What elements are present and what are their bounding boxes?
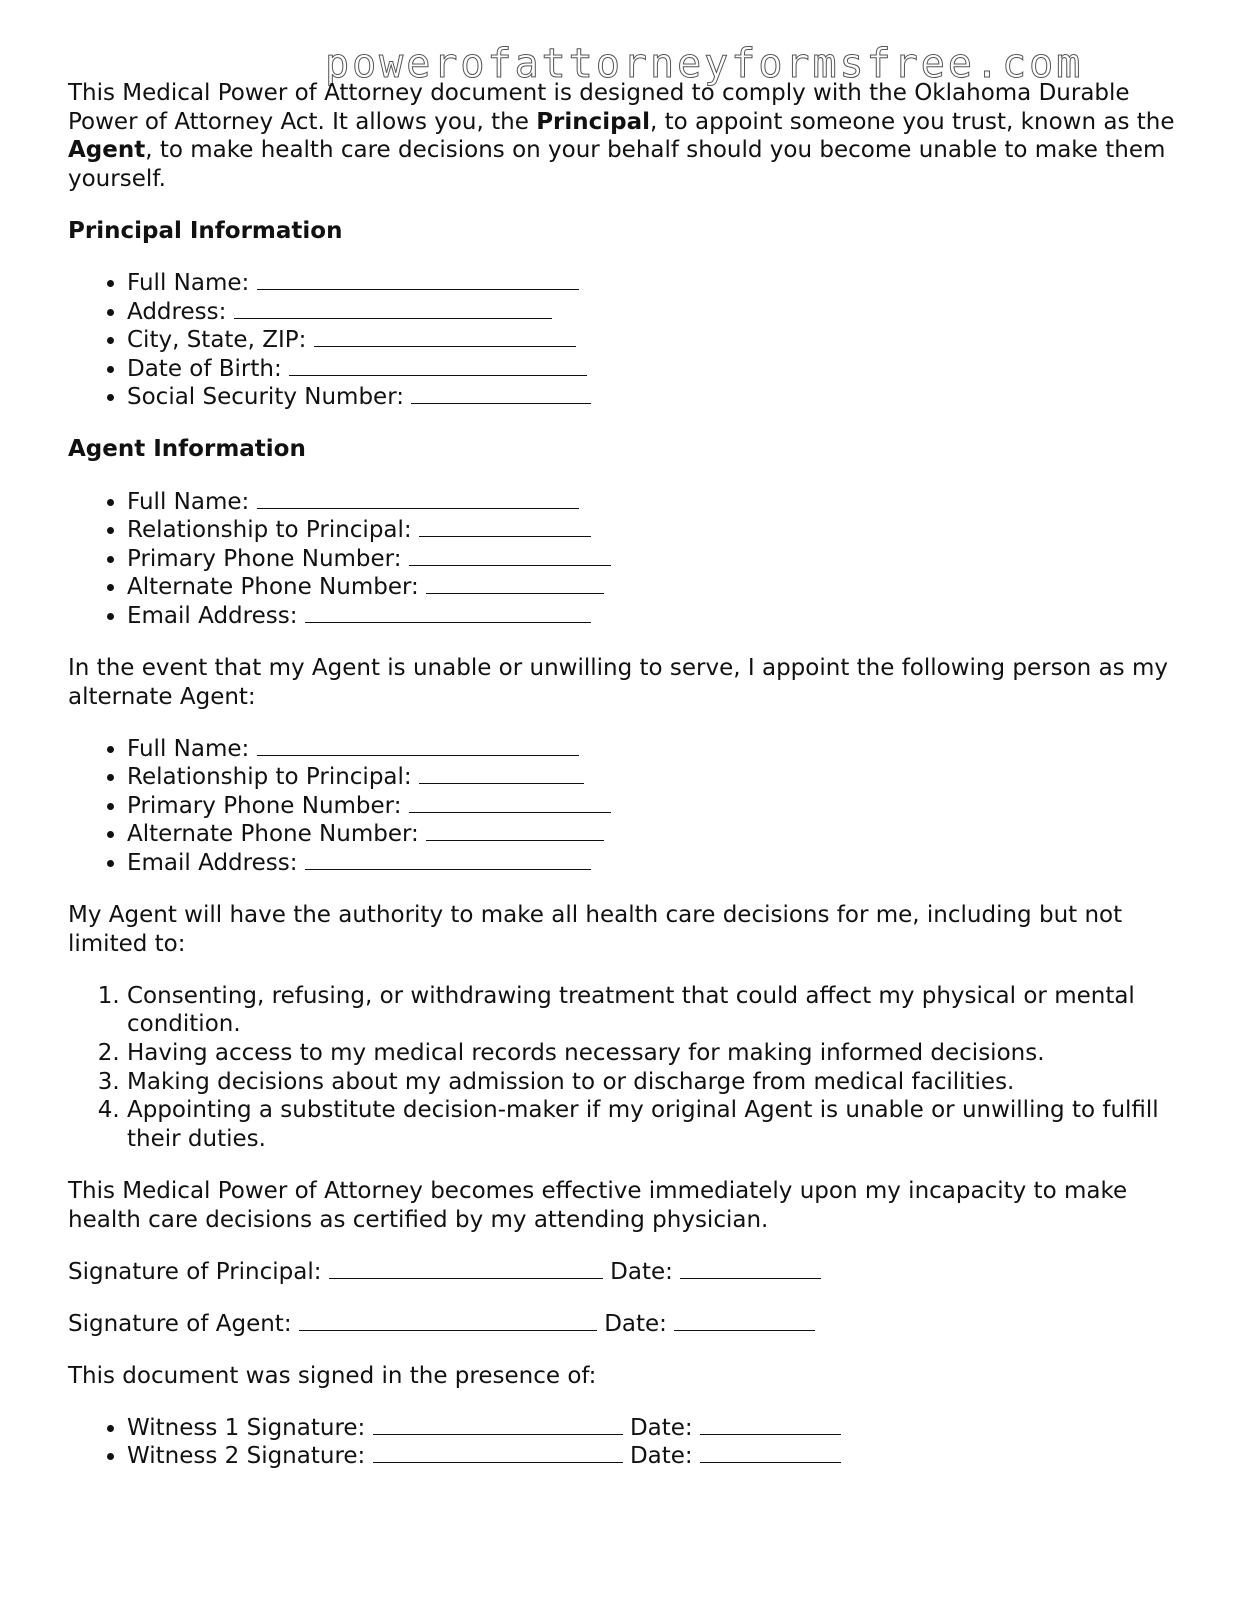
alternate-agent-fields [68, 735, 1178, 878]
agent-full-name-field: • Full Name: [127, 488, 1178, 517]
blank-line[interactable] [419, 763, 584, 784]
principal-heading: Principal Information [68, 217, 343, 244]
agent-email-field: • Email Address: [127, 602, 1178, 631]
alternate-agent-intro: In the event that my Agent is unable or unwilling to serve, I appoint the following person as my alternate Agent: [68, 655, 1168, 710]
blank-line[interactable] [314, 326, 576, 347]
alternate-relationship-field: • Relationship to Principal: [127, 763, 1178, 792]
date-blank[interactable] [674, 1310, 815, 1331]
witness-2-line: • Witness 2 Signature: Date: [127, 1442, 1178, 1471]
blank-line[interactable] [257, 488, 579, 509]
authority-item: 4. Appointing a substitute decision-maker if my original Agent is unable or unwilling to fulfill their duties. [127, 1096, 1178, 1153]
blank-line[interactable] [305, 849, 591, 870]
principal-dob-field: • Date of Birth: [127, 355, 1178, 384]
blank-line[interactable] [409, 792, 611, 813]
blank-line[interactable] [257, 269, 579, 290]
signature-blank[interactable] [329, 1258, 603, 1279]
witness-list [68, 1414, 1178, 1471]
intro-text-3: , to make health care decisions on your behalf should you become unable to make them yourself. [68, 137, 1166, 192]
date-blank[interactable] [700, 1414, 841, 1435]
agent-relationship-field: • Relationship to Principal: [127, 516, 1178, 545]
principal-signature-line: Signature of Principal: Date: [68, 1258, 1178, 1287]
document-body [68, 79, 1178, 1495]
date-blank[interactable] [680, 1258, 821, 1279]
alternate-primary-phone-field: • Primary Phone Number: [127, 792, 1178, 821]
principal-address-field: • Address: [127, 298, 1178, 327]
signature-blank[interactable] [373, 1414, 623, 1435]
agent-fields [68, 488, 1178, 631]
agent-term: Agent [68, 137, 146, 164]
agent-alternate-phone-field: • Alternate Phone Number: [127, 573, 1178, 602]
alternate-email-field: • Email Address: [127, 849, 1178, 878]
witness-1-line: • Witness 1 Signature: Date: [127, 1414, 1178, 1443]
blank-line[interactable] [411, 383, 591, 404]
principal-fields [68, 269, 1178, 412]
principal-city-field: • City, State, ZIP: [127, 326, 1178, 355]
authority-list [68, 982, 1178, 1154]
authority-item: 2. Having access to my medical records necessary for making informed decisions. [127, 1039, 1178, 1068]
signature-blank[interactable] [299, 1310, 597, 1331]
intro-paragraph [68, 79, 1178, 193]
date-blank[interactable] [700, 1442, 841, 1463]
blank-line[interactable] [419, 516, 591, 537]
blank-line[interactable] [426, 573, 604, 594]
blank-line[interactable] [234, 298, 552, 319]
agent-heading: Agent Information [68, 436, 306, 463]
principal-ssn-field: • Social Security Number: [127, 383, 1178, 412]
authority-item: 3. Making decisions about my admission to or discharge from medical facilities. [127, 1068, 1178, 1097]
effective-clause: This Medical Power of Attorney becomes effective immediately upon my incapacity to make health care decisions as certified by my attending physician. [68, 1177, 1128, 1233]
principal-full-name-field: • Full Name: [127, 269, 1178, 298]
blank-line[interactable] [409, 545, 611, 566]
intro-text-2: , to appoint someone you trust, known as the [650, 108, 1175, 135]
signature-blank[interactable] [373, 1442, 623, 1463]
agent-signature-line: Signature of Agent: Date: [68, 1310, 1178, 1339]
principal-term: Principal [536, 108, 651, 135]
watermark: powerofattorneyformsfree.com [325, 41, 1084, 87]
authority-item: 1. Consenting, refusing, or withdrawing treatment that could affect my physical or mental condition. [127, 982, 1178, 1039]
alternate-alternate-phone-field: • Alternate Phone Number: [127, 820, 1178, 849]
agent-primary-phone-field: • Primary Phone Number: [127, 545, 1178, 574]
authority-intro: My Agent will have the authority to make all health care decisions for me, including but not limited to: [68, 902, 1123, 957]
blank-line[interactable] [305, 602, 591, 623]
blank-line[interactable] [426, 820, 604, 841]
alternate-full-name-field: • Full Name: [127, 735, 1178, 764]
blank-line[interactable] [257, 735, 579, 756]
blank-line[interactable] [289, 355, 587, 376]
witness-intro: This document was signed in the presence of: [68, 1362, 597, 1389]
intro-text-1: This Medical Power of Attorney document is designed to comply with the Oklahoma Durable Power of Attorney Act. It allows you, the [68, 80, 1130, 135]
